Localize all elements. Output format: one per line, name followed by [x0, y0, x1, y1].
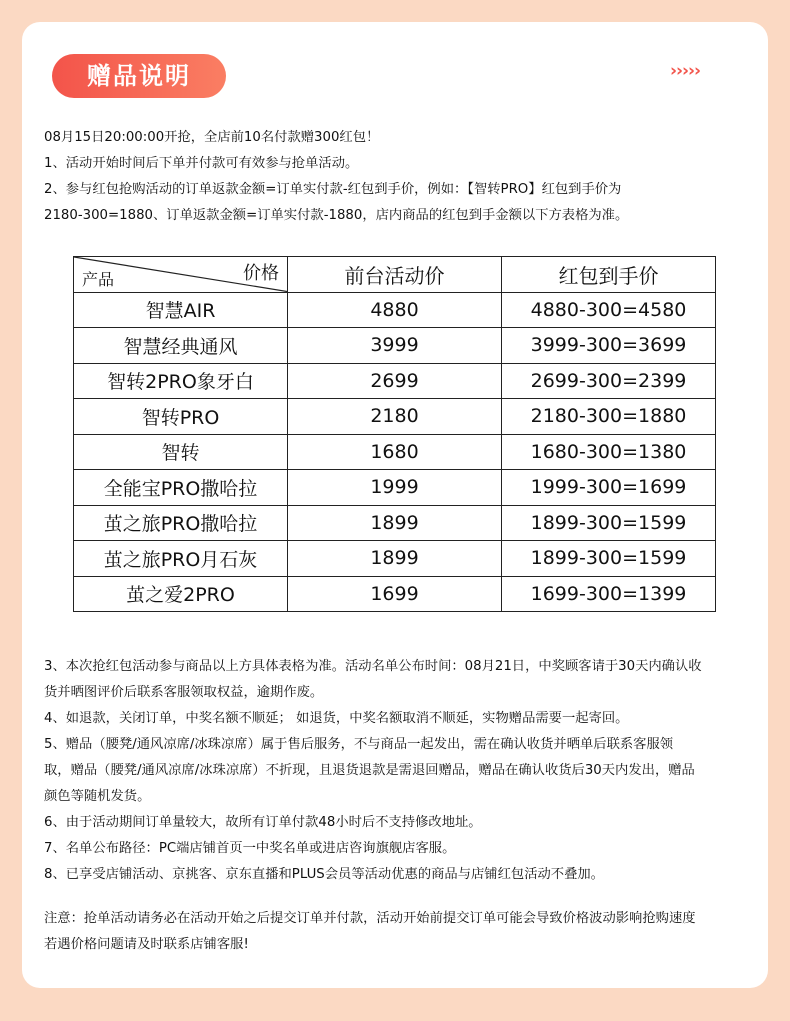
diagonal-header-cell	[74, 257, 288, 293]
product-cell: 智慧AIR	[74, 292, 288, 328]
rule-line: 货并晒图评价后联系客服领取权益，逾期作废。	[44, 685, 324, 700]
table-header-row	[74, 257, 716, 293]
table-row	[74, 363, 716, 399]
rules-section	[44, 654, 754, 888]
price-cell: 1899	[288, 505, 502, 541]
page-title-badge: 赠品说明	[52, 54, 226, 98]
product-cell: 全能宝PRO撒哈拉	[74, 470, 288, 506]
note-line: 注意：抢单活动请务必在活动开始之后提交订单并付款，活动开始前提交订单可能会导致价格波动影响抢购速度	[44, 911, 696, 926]
header-activity-price: 前台活动价	[288, 257, 502, 293]
final-price-cell: 1699-300=1399	[502, 576, 716, 612]
price-cell: 2699	[288, 363, 502, 399]
rule-line: 6、由于活动期间订单量较大，故所有订单付款48小时后不支持修改地址。	[44, 815, 482, 830]
header-product-label: 产品	[82, 269, 115, 289]
price-cell: 4880	[288, 292, 502, 328]
intro-section	[44, 125, 754, 229]
rule-line: 8、已享受店铺活动、京挑客、京东直播和PLUS会员等活动优惠的商品与店铺红包活动不叠加。	[44, 867, 604, 882]
final-price-cell: 3999-300=3699	[502, 328, 716, 364]
intro-line: 1、活动开始时间后下单并付款可有效参与抢单活动。	[44, 156, 359, 171]
price-cell: 1680	[288, 434, 502, 470]
header-final-price: 红包到手价	[502, 257, 716, 293]
final-price-cell: 2699-300=2399	[502, 363, 716, 399]
rule-line: 3、本次抢红包活动参与商品以上方具体表格为准。活动名单公布时间：08月21日，中奖顾客请于30天内确认收	[44, 659, 702, 674]
rule-line: 取，赠品（腰凳/通风凉席/冰珠凉席）不折现，且退货退款是需退回赠品，赠品在确认收货后30天内发出，赠品	[44, 763, 695, 778]
intro-line: 08月15日20:00:00开抢，全店前10名付款赠300红包！	[44, 130, 380, 145]
table-row	[74, 576, 716, 612]
intro-line: 2、参与红包抢购活动的订单返款金额=订单实付款-红包到手价，例如：【智转PRO】红包到手价为	[44, 182, 622, 197]
note-section	[44, 906, 754, 958]
final-price-cell: 2180-300=1880	[502, 399, 716, 435]
product-cell: 茧之旅PRO月石灰	[74, 541, 288, 577]
product-cell: 智慧经典通风	[74, 328, 288, 364]
table-row	[74, 541, 716, 577]
price-cell: 2180	[288, 399, 502, 435]
price-table	[73, 256, 716, 612]
product-cell: 智转2PRO象牙白	[74, 363, 288, 399]
chevrons-decoration-icon: ›››››	[670, 61, 701, 81]
final-price-cell: 1999-300=1699	[502, 470, 716, 506]
price-cell: 1999	[288, 470, 502, 506]
product-cell: 智转	[74, 434, 288, 470]
price-cell: 1899	[288, 541, 502, 577]
rule-line: 4、如退款，关闭订单，中奖名额不顺延； 如退货，中奖名额取消不顺延，实物赠品需要一起寄回。	[44, 711, 629, 726]
price-cell: 1699	[288, 576, 502, 612]
product-cell: 茧之爱2PRO	[74, 576, 288, 612]
final-price-cell: 4880-300=4580	[502, 292, 716, 328]
final-price-cell: 1680-300=1380	[502, 434, 716, 470]
rule-line: 7、名单公布路径：PC端店铺首页一中奖名单或进店咨询旗舰店客服。	[44, 841, 456, 856]
final-price-cell: 1899-300=1599	[502, 505, 716, 541]
table-row	[74, 434, 716, 470]
product-cell: 茧之旅PRO撒哈拉	[74, 505, 288, 541]
table-row	[74, 470, 716, 506]
rule-line: 颜色等随机发货。	[44, 789, 151, 804]
header-price-label: 价格	[243, 263, 279, 284]
rule-line: 5、赠品（腰凳/通风凉席/冰珠凉席）属于售后服务，不与商品一起发出，需在确认收货并晒单后联系客服领	[44, 737, 674, 752]
intro-line: 2180-300=1880、订单返款金额=订单实付款-1880，店内商品的红包到手金额以下方表格为准。	[44, 208, 629, 223]
table-row	[74, 292, 716, 328]
final-price-cell: 1899-300=1599	[502, 541, 716, 577]
price-cell: 3999	[288, 328, 502, 364]
table-row	[74, 399, 716, 435]
table-row	[74, 505, 716, 541]
note-line: 若遇价格问题请及时联系店铺客服!	[44, 937, 249, 952]
table-row	[74, 328, 716, 364]
product-cell: 智转PRO	[74, 399, 288, 435]
